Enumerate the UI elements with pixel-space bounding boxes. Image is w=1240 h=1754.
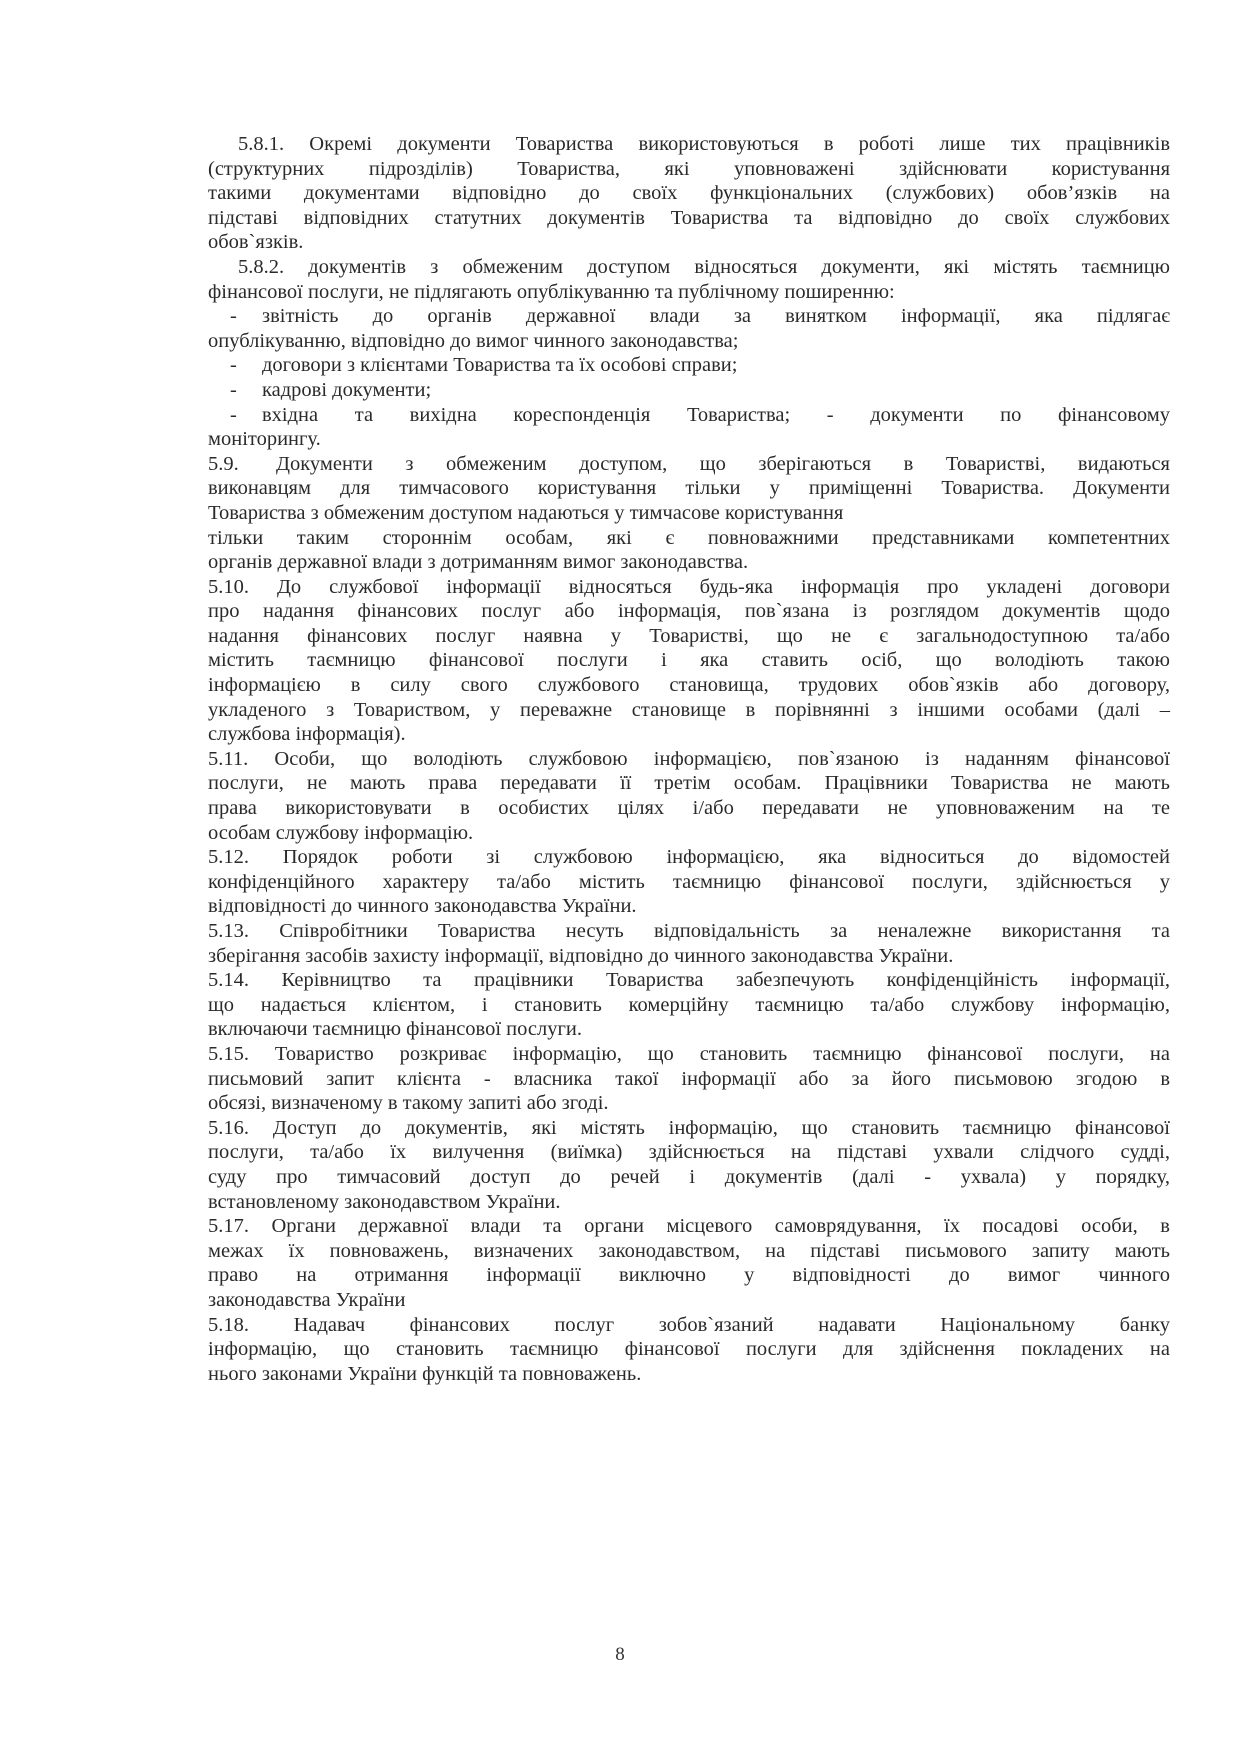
- paragraph-5-11: [208, 747, 1170, 845]
- page-number: 8: [615, 1644, 625, 1665]
- text-line: фінансової послуги, не підлягають опублікуванню та публічному поширенню:: [208, 280, 895, 303]
- text-line: органів державної влади з дотриманням вимог законодавства.: [208, 551, 749, 574]
- text-line: надання фінансових послуг наявна у Товаристві, що не є загальнодоступною та/або: [208, 624, 1170, 647]
- text-line: 5.10. До службової інформації відносяться будь-яка інформація про укладені договори: [208, 575, 1170, 598]
- text-line: інформацією в силу свого службового становища, трудових обов`язків або договору,: [208, 674, 1170, 697]
- text-line: про надання фінансових послуг або інформація, пов`язана із розглядом документів щодо: [208, 600, 1170, 623]
- text-line: виконавцям для тимчасового користування тільки у приміщенні Товариства. Документи: [208, 477, 1170, 500]
- text-line: Документи з обмеженим доступом, що зберігаються в Товаристві, видаються: [276, 452, 1170, 475]
- list-item-text: звітність до органів державної влади за винятком інформації, яка підлягає: [262, 305, 1170, 328]
- text-line: конфіденційного характеру та/або містить таємницю фінансової послуги, здійснюється у: [208, 870, 1170, 893]
- paragraph-5-8-2: [208, 255, 1170, 452]
- text-line: Товариства з обмеженим доступом надаються у тимчасове користування: [208, 501, 844, 524]
- text-line: обов`язків.: [208, 231, 304, 254]
- text-line: 5.17. Органи державної влади та органи місцевого самоврядування, їх посадові особи, в: [208, 1215, 1170, 1238]
- text-line: послуги, та/або їх вилучення (виїмка) здійснюється на підставі ухвали слідчого судді,: [208, 1141, 1170, 1164]
- text-line: межах їх повноважень, визначених законодавством, на підставі письмового запиту мають: [208, 1239, 1170, 1262]
- text-line: тільки таким стороннім особам, які є повноважними представниками компетентних: [208, 526, 1170, 549]
- text-line: обсязі, визначеному в такому запиті або згоді.: [208, 1092, 609, 1115]
- paragraph-5-15: [208, 1042, 1170, 1116]
- text-line: 5.11. Особи, що володіють службовою інформацією, пов`язаною із наданням фінансової: [208, 747, 1170, 770]
- paragraph-5-8-1: [208, 132, 1170, 255]
- paragraph-5-18: [208, 1313, 1170, 1387]
- text-line: включаючи таємницю фінансової послуги.: [208, 1018, 582, 1041]
- dash-bullet: -: [230, 305, 237, 328]
- text-line: інформацію, що становить таємницю фінансової послуги для здійснення покладених на: [208, 1338, 1170, 1361]
- text-line: послуги, не мають права передавати її третім особам. Працівники Товариства не мають: [208, 772, 1170, 795]
- paragraph-5-17: [208, 1214, 1170, 1312]
- text-line: суду про тимчасовий доступ до речей і документів (далі - ухвала) у порядку,: [208, 1165, 1170, 1188]
- text-line: 5.8.1. Окремі документи Товариства використовуються в роботі лише тих працівників: [238, 133, 1170, 155]
- text-line: 5.13. Співробітники Товариства несуть відповідальність за неналежне використання та: [208, 920, 1170, 942]
- paragraph-5-13: [208, 919, 1170, 968]
- bullet-list: [208, 304, 1170, 452]
- paragraph-5-12: [208, 845, 1170, 919]
- text-line: нього законами України функцій та повноважень.: [208, 1362, 642, 1385]
- dash-bullet: -: [230, 354, 237, 377]
- dash-bullet: -: [230, 403, 237, 426]
- text-line: особам службову інформацію.: [208, 821, 474, 844]
- list-item: [208, 403, 1170, 428]
- list-item-text: вхідна та вихідна кореспонденція Товариства; - документи по фінансовому: [262, 403, 1170, 426]
- list-item: [208, 304, 1170, 329]
- list-item: [208, 378, 1170, 403]
- text-line: підставі відповідних статутних документів Товариства та відповідно до своїх службових: [208, 206, 1170, 229]
- list-item-text: кадрові документи;: [262, 378, 432, 401]
- text-line: 5.15. Товариство розкриває інформацію, що становить таємницю фінансової послуги, на: [208, 1042, 1170, 1065]
- text-line: 5.16. Доступ до документів, які містять інформацію, що становить таємницю фінансової: [208, 1116, 1170, 1139]
- paragraph-5-16: [208, 1116, 1170, 1214]
- text-line: містить таємницю фінансової послуги і яка ставить осіб, що володіють такою: [208, 649, 1170, 672]
- text-line: такими документами відповідно до своїх функціональних (службових) обов’язків на: [208, 182, 1170, 205]
- text-line: 5.14. Керівництво та працівники Товариства забезпечують конфіденційність інформації,: [208, 969, 1170, 992]
- paragraph-first-line: [208, 452, 1170, 477]
- text-line: законодавства України: [208, 1288, 406, 1311]
- text-line: укладеного з Товариством, у переважне становище в порівнянні з іншими особами (далі –: [208, 698, 1170, 721]
- text-line: 5.8.2. документів з обмеженим доступом відносяться документи, які містять таємницю: [238, 255, 1170, 278]
- dash-bullet: -: [230, 378, 237, 401]
- list-item-text: моніторингу.: [208, 428, 321, 451]
- list-item-text: опублікуванню, відповідно до вимог чинного законодавства;: [208, 329, 739, 352]
- paragraph-5-9: [208, 452, 1170, 575]
- text-line: 5.12. Порядок роботи зі службовою інформацією, яка відноситься до відомостей: [208, 846, 1170, 869]
- paragraph-number: 5.9.: [208, 452, 239, 475]
- text-line: службова інформація).: [208, 723, 406, 746]
- document-page: [208, 132, 1170, 1386]
- text-line: права використовувати в особистих цілях і/або передавати не уповноваженим на те: [208, 797, 1170, 820]
- text-line: відповідності до чинного законодавства України.: [208, 895, 637, 918]
- list-item-text: договори з клієнтами Товариства та їх особові справи;: [262, 354, 738, 377]
- text-line: право на отримання інформації виключно у відповідності до вимог чинного: [208, 1264, 1170, 1287]
- text-line: 5.18. Надавач фінансових послуг зобов`язаний надавати Національному банку: [208, 1313, 1170, 1336]
- list-item: [208, 353, 1170, 378]
- paragraph-5-10: [208, 575, 1170, 747]
- text-line: зберігання засобів захисту інформації, відповідно до чинного законодавства України.: [208, 944, 954, 967]
- text-line: встановленому законодавством України.: [208, 1190, 561, 1213]
- text-line: письмовий запит клієнта - власника такої інформації або за його письмовою згодою в: [208, 1067, 1170, 1090]
- paragraph-5-14: [208, 968, 1170, 1042]
- text-line: що надається клієнтом, і становить комерційну таємницю та/або службову інформацію,: [208, 993, 1170, 1016]
- text-line: (структурних підрозділів) Товариства, які уповноважені здійснювати користування: [208, 157, 1170, 180]
